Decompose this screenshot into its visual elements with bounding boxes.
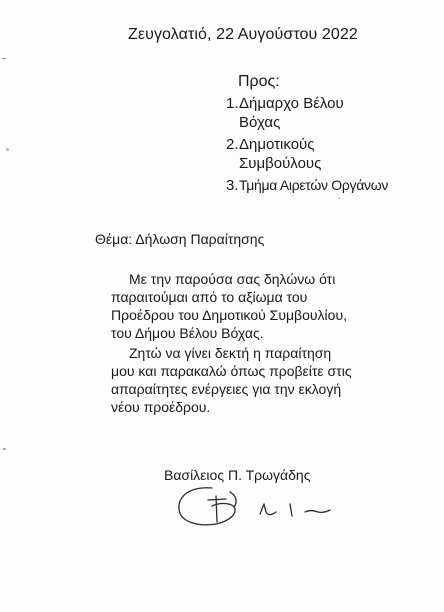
recipients-block bbox=[226, 72, 426, 198]
recipient-number: 2. bbox=[226, 136, 239, 153]
body-paragraph-2: Ζητώ να γίνει δεκτή η παραίτηση μου και παρακαλώ όπως προβείτε στις απαραίτητες ενέργειες για την εκλογή νέου προέδρου. bbox=[111, 345, 352, 415]
subject-line: Θέμα: Δήλωση Παραίτησης bbox=[95, 231, 265, 247]
recipient-item-mayor bbox=[226, 94, 426, 132]
date-line: Ζευγολατιό, 22 Αυγούστου 2022 bbox=[128, 26, 358, 43]
letter-body bbox=[111, 270, 353, 416]
signer-name: Βασίλειος Π. Τρωγάδης bbox=[164, 467, 311, 483]
recipient-item-councillors bbox=[226, 135, 426, 173]
scan-artifact bbox=[338, 197, 340, 199]
recipient-item-elected-bodies bbox=[226, 176, 426, 195]
handwritten-signature bbox=[172, 482, 347, 532]
scan-artifact bbox=[2, 58, 6, 59]
recipient-number: 3. bbox=[226, 177, 239, 194]
recipient-text: Δήμαρχο Βέλου Βόχας bbox=[239, 95, 344, 131]
recipient-text: Τμήμα Αιρετών Οργάνων bbox=[239, 177, 389, 193]
recipient-text: Δημοτικούς Συμβούλους bbox=[239, 136, 322, 172]
recipient-number: 1. bbox=[226, 95, 239, 112]
recipients-label: Προς: bbox=[238, 73, 280, 90]
scan-artifact bbox=[6, 148, 9, 151]
scan-artifact bbox=[3, 448, 6, 450]
body-paragraph-1: Με την παρούσα σας δηλώνω ότι παραιτούμαι από το αξίωμα του Προέδρου του Δημοτικού Συμβουλίου, του Δήμου Βέλου Βόχας. bbox=[111, 271, 347, 341]
